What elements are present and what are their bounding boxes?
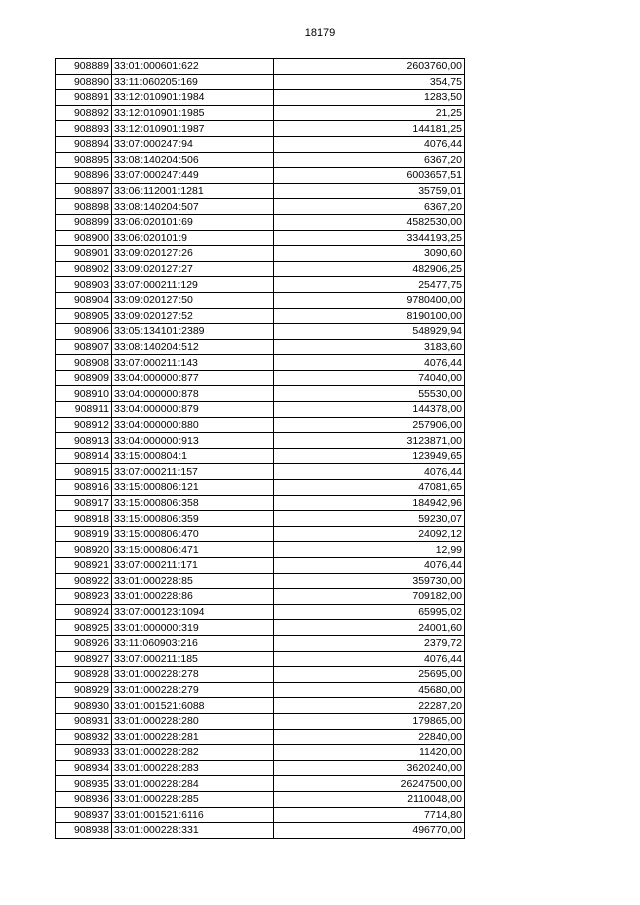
cadastral-number-cell: 33:01:000228:280 (112, 713, 274, 729)
cadastral-number-cell: 33:01:001521:6116 (112, 807, 274, 823)
cadastral-number-cell: 33:07:000247:449 (112, 168, 274, 184)
cadastral-number-cell: 33:06:020101:69 (112, 214, 274, 230)
cadastral-number-cell: 33:08:140204:506 (112, 152, 274, 168)
row-number-cell: 908909 (56, 370, 112, 386)
table-row (56, 823, 465, 839)
table-row (56, 386, 465, 402)
value-cell: 22840,00 (274, 729, 465, 745)
cadastral-number-cell: 33:09:020127:26 (112, 246, 274, 262)
table-row (56, 324, 465, 340)
table-row (56, 464, 465, 480)
row-number-cell: 908927 (56, 651, 112, 667)
page-number: 18179 (304, 27, 336, 39)
row-number-cell: 908893 (56, 121, 112, 137)
table-row (56, 214, 465, 230)
row-number-cell: 908908 (56, 355, 112, 371)
value-cell: 184942,96 (274, 495, 465, 511)
row-number-cell: 908902 (56, 261, 112, 277)
table-row (56, 308, 465, 324)
value-cell: 74040,00 (274, 370, 465, 386)
row-number-cell: 908932 (56, 729, 112, 745)
cadastral-number-cell: 33:08:140204:512 (112, 339, 274, 355)
cadastral-number-cell: 33:01:000228:278 (112, 667, 274, 683)
table-row (56, 355, 465, 371)
cadastral-number-cell: 33:12:010901:1987 (112, 121, 274, 137)
cadastral-number-cell: 33:15:000804:1 (112, 448, 274, 464)
table-row (56, 74, 465, 90)
table-row (56, 480, 465, 496)
table-row (56, 589, 465, 605)
row-number-cell: 908898 (56, 199, 112, 215)
table-row (56, 620, 465, 636)
table-row (56, 277, 465, 293)
cadastral-number-cell: 33:15:000806:359 (112, 511, 274, 527)
table-row (56, 292, 465, 308)
cadastral-number-cell: 33:06:020101:9 (112, 230, 274, 246)
value-cell: 1283,50 (274, 90, 465, 106)
table-row (56, 59, 465, 75)
table-row (56, 121, 465, 137)
value-cell: 3090,60 (274, 246, 465, 262)
table-row (56, 402, 465, 418)
row-number-cell: 908904 (56, 292, 112, 308)
table-row (56, 558, 465, 574)
table-row (56, 760, 465, 776)
cadastral-number-cell: 33:01:001521:6088 (112, 698, 274, 714)
row-number-cell: 908925 (56, 620, 112, 636)
row-number-cell: 908926 (56, 635, 112, 651)
table-row (56, 604, 465, 620)
value-cell: 2603760,00 (274, 59, 465, 75)
row-number-cell: 908894 (56, 136, 112, 152)
cadastral-number-cell: 33:06:112001:1281 (112, 183, 274, 199)
table-row (56, 199, 465, 215)
value-cell: 55530,00 (274, 386, 465, 402)
value-cell: 548929,94 (274, 324, 465, 340)
row-number-cell: 908918 (56, 511, 112, 527)
row-number-cell: 908907 (56, 339, 112, 355)
value-cell: 26247500,00 (274, 776, 465, 792)
table-row (56, 682, 465, 698)
row-number-cell: 908933 (56, 745, 112, 761)
row-number-cell: 908922 (56, 573, 112, 589)
value-cell: 9780400,00 (274, 292, 465, 308)
cadastral-number-cell: 33:09:020127:52 (112, 308, 274, 324)
cadastral-number-cell: 33:04:000000:878 (112, 386, 274, 402)
table-row (56, 542, 465, 558)
cadastral-number-cell: 33:01:000228:285 (112, 791, 274, 807)
row-number-cell: 908936 (56, 791, 112, 807)
table-row (56, 791, 465, 807)
table-row (56, 698, 465, 714)
table-row (56, 105, 465, 121)
cadastral-number-cell: 33:09:020127:50 (112, 292, 274, 308)
cadastral-number-cell: 33:15:000806:358 (112, 495, 274, 511)
table-row (56, 90, 465, 106)
row-number-cell: 908923 (56, 589, 112, 605)
cadastral-number-cell: 33:07:000211:171 (112, 558, 274, 574)
cadastral-number-cell: 33:01:000228:282 (112, 745, 274, 761)
row-number-cell: 908897 (56, 183, 112, 199)
value-cell: 25695,00 (274, 667, 465, 683)
value-cell: 24092,12 (274, 526, 465, 542)
value-cell: 24001,60 (274, 620, 465, 636)
cadastral-number-cell: 33:01:000228:331 (112, 823, 274, 839)
row-number-cell: 908938 (56, 823, 112, 839)
table-row (56, 183, 465, 199)
cadastral-number-cell: 33:07:000211:157 (112, 464, 274, 480)
table-row (56, 635, 465, 651)
value-cell: 11420,00 (274, 745, 465, 761)
cadastral-number-cell: 33:04:000000:879 (112, 402, 274, 418)
value-cell: 6003657,51 (274, 168, 465, 184)
table-row (56, 495, 465, 511)
value-cell: 2379,72 (274, 635, 465, 651)
row-number-cell: 908920 (56, 542, 112, 558)
row-number-cell: 908934 (56, 760, 112, 776)
cadastral-number-cell: 33:01:000228:85 (112, 573, 274, 589)
table-row (56, 776, 465, 792)
registry-table-body (56, 59, 465, 839)
value-cell: 8190100,00 (274, 308, 465, 324)
row-number-cell: 908899 (56, 214, 112, 230)
value-cell: 4076,44 (274, 464, 465, 480)
row-number-cell: 908911 (56, 402, 112, 418)
table-row (56, 230, 465, 246)
row-number-cell: 908892 (56, 105, 112, 121)
row-number-cell: 908912 (56, 417, 112, 433)
value-cell: 354,75 (274, 74, 465, 90)
row-number-cell: 908914 (56, 448, 112, 464)
value-cell: 6367,20 (274, 152, 465, 168)
row-number-cell: 908919 (56, 526, 112, 542)
row-number-cell: 908924 (56, 604, 112, 620)
row-number-cell: 908895 (56, 152, 112, 168)
row-number-cell: 908931 (56, 713, 112, 729)
value-cell: 22287,20 (274, 698, 465, 714)
cadastral-number-cell: 33:09:020127:27 (112, 261, 274, 277)
row-number-cell: 908900 (56, 230, 112, 246)
table-row (56, 573, 465, 589)
table-row (56, 729, 465, 745)
cadastral-number-cell: 33:01:000228:281 (112, 729, 274, 745)
value-cell: 257906,00 (274, 417, 465, 433)
table-row (56, 370, 465, 386)
value-cell: 4076,44 (274, 355, 465, 371)
value-cell: 2110048,00 (274, 791, 465, 807)
cadastral-number-cell: 33:12:010901:1985 (112, 105, 274, 121)
row-number-cell: 908935 (56, 776, 112, 792)
row-number-cell: 908890 (56, 74, 112, 90)
cadastral-number-cell: 33:08:140204:507 (112, 199, 274, 215)
row-number-cell: 908906 (56, 324, 112, 340)
row-number-cell: 908910 (56, 386, 112, 402)
cadastral-number-cell: 33:01:000228:283 (112, 760, 274, 776)
row-number-cell: 908896 (56, 168, 112, 184)
row-number-cell: 908937 (56, 807, 112, 823)
cadastral-number-cell: 33:11:060903:216 (112, 635, 274, 651)
cadastral-number-cell: 33:01:000228:86 (112, 589, 274, 605)
cadastral-number-cell: 33:12:010901:1984 (112, 90, 274, 106)
value-cell: 3123871,00 (274, 433, 465, 449)
value-cell: 45680,00 (274, 682, 465, 698)
table-row (56, 651, 465, 667)
value-cell: 65995,02 (274, 604, 465, 620)
row-number-cell: 908891 (56, 90, 112, 106)
cadastral-number-cell: 33:15:000806:471 (112, 542, 274, 558)
value-cell: 3344193,25 (274, 230, 465, 246)
value-cell: 4076,44 (274, 651, 465, 667)
value-cell: 3620240,00 (274, 760, 465, 776)
table-row (56, 417, 465, 433)
cadastral-number-cell: 33:15:000806:121 (112, 480, 274, 496)
registry-table (55, 58, 465, 839)
value-cell: 709182,00 (274, 589, 465, 605)
cadastral-number-cell: 33:04:000000:880 (112, 417, 274, 433)
table-row (56, 713, 465, 729)
cadastral-number-cell: 33:07:000247:94 (112, 136, 274, 152)
value-cell: 496770,00 (274, 823, 465, 839)
table-row (56, 246, 465, 262)
value-cell: 35759,01 (274, 183, 465, 199)
row-number-cell: 908905 (56, 308, 112, 324)
row-number-cell: 908915 (56, 464, 112, 480)
cadastral-number-cell: 33:11:060205:169 (112, 74, 274, 90)
table-row (56, 807, 465, 823)
value-cell: 144378,00 (274, 402, 465, 418)
value-cell: 4076,44 (274, 558, 465, 574)
row-number-cell: 908929 (56, 682, 112, 698)
row-number-cell: 908889 (56, 59, 112, 75)
value-cell: 25477,75 (274, 277, 465, 293)
cadastral-number-cell: 33:01:000228:279 (112, 682, 274, 698)
cadastral-number-cell: 33:07:000211:143 (112, 355, 274, 371)
table-row (56, 339, 465, 355)
table-row (56, 448, 465, 464)
cadastral-number-cell: 33:01:000228:284 (112, 776, 274, 792)
value-cell: 4076,44 (274, 136, 465, 152)
row-number-cell: 908921 (56, 558, 112, 574)
cadastral-number-cell: 33:01:000000:319 (112, 620, 274, 636)
table-row (56, 667, 465, 683)
cadastral-number-cell: 33:07:000211:129 (112, 277, 274, 293)
table-row (56, 745, 465, 761)
value-cell: 144181,25 (274, 121, 465, 137)
row-number-cell: 908928 (56, 667, 112, 683)
row-number-cell: 908917 (56, 495, 112, 511)
table-row (56, 168, 465, 184)
cadastral-number-cell: 33:04:000000:877 (112, 370, 274, 386)
cadastral-number-cell: 33:07:000211:185 (112, 651, 274, 667)
table-row (56, 136, 465, 152)
cadastral-number-cell: 33:04:000000:913 (112, 433, 274, 449)
value-cell: 12,99 (274, 542, 465, 558)
cadastral-number-cell: 33:15:000806:470 (112, 526, 274, 542)
value-cell: 7714,80 (274, 807, 465, 823)
table-row (56, 433, 465, 449)
cadastral-number-cell: 33:05:134101:2389 (112, 324, 274, 340)
value-cell: 482906,25 (274, 261, 465, 277)
value-cell: 6367,20 (274, 199, 465, 215)
table-row (56, 511, 465, 527)
table-row (56, 261, 465, 277)
value-cell: 59230,07 (274, 511, 465, 527)
value-cell: 179865,00 (274, 713, 465, 729)
row-number-cell: 908916 (56, 480, 112, 496)
table-row (56, 152, 465, 168)
value-cell: 47081,65 (274, 480, 465, 496)
row-number-cell: 908901 (56, 246, 112, 262)
row-number-cell: 908930 (56, 698, 112, 714)
value-cell: 359730,00 (274, 573, 465, 589)
value-cell: 3183,60 (274, 339, 465, 355)
value-cell: 21,25 (274, 105, 465, 121)
cadastral-number-cell: 33:01:000601:622 (112, 59, 274, 75)
table-row (56, 526, 465, 542)
row-number-cell: 908903 (56, 277, 112, 293)
value-cell: 4582530,00 (274, 214, 465, 230)
row-number-cell: 908913 (56, 433, 112, 449)
value-cell: 123949,65 (274, 448, 465, 464)
cadastral-number-cell: 33:07:000123:1094 (112, 604, 274, 620)
